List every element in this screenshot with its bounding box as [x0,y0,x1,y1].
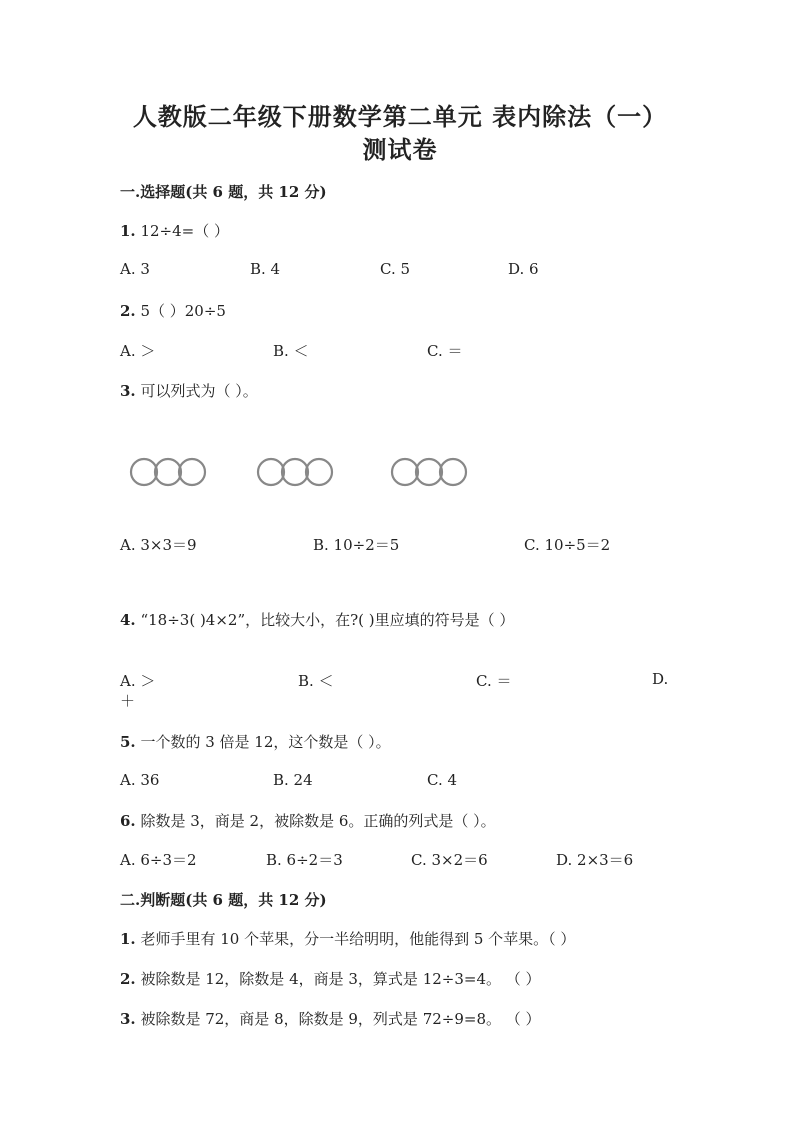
circle-icon [416,459,442,485]
circle-icon [282,459,308,485]
question-text: 除数是 3，商是 2，被除数是 6。正确的列式是（ ）。 [140,812,496,830]
q2-option-c: C. ＝ [427,342,463,360]
question-text: 12÷4=（ ） [140,222,229,240]
circle-groups-illustration [128,455,473,489]
question-text: 被除数是 72，商是 8，除数是 9，列式是 72÷9=8。 （ ） [140,1010,541,1028]
question-2 [120,300,226,321]
q5-option-a: A. 36 [120,771,160,789]
q6-option-b: B. 6÷2＝3 [266,851,343,869]
question-number: 4. [120,611,136,629]
q2-option-a: A. ＞ [120,342,156,360]
circle-group-3 [392,459,466,485]
judgement-3 [120,1008,541,1029]
question-text: 一个数的 3 倍是 12，这个数是（ ）。 [140,733,391,751]
question-number: 1. [120,222,136,240]
circle-icon [179,459,205,485]
question-text: 5（ ）20÷5 [140,302,226,320]
circle-icon [440,459,466,485]
question-number: 5. [120,733,136,751]
q2-option-b: B. ＜ [273,342,309,360]
circle-group-2 [258,459,332,485]
circle-figure [128,455,473,489]
question-5 [120,731,391,752]
question-text: “18÷3( )4×2”，比较大小，在?( )里应填的符号是（ ） [140,611,515,629]
q6-option-d: D. 2×3＝6 [556,851,634,869]
circle-icon [392,459,418,485]
question-number: 6. [120,812,136,830]
circle-icon [155,459,181,485]
question-text: 老师手里有 10 个苹果，分一半给明明，他能得到 5 个苹果。（ ） [140,930,576,948]
page-title: 人教版二年级下册数学第二单元 表内除法（一） [132,102,668,131]
q6-option-a: A. 6÷3＝2 [120,851,197,869]
q6-option-c: C. 3×2＝6 [411,851,488,869]
q4-option-b: B. ＜ [298,672,334,690]
q3-option-c: C. 10÷5＝2 [524,536,611,554]
circle-icon [131,459,157,485]
question-text: 被除数是 12，除数是 4，商是 3，算式是 12÷3=4。 （ ） [140,970,541,988]
question-number: 3. [120,382,136,400]
q3-option-a: A. 3×3＝9 [120,536,197,554]
page-subtitle: 测试卷 [362,135,438,164]
q4-option-d: D. [652,670,669,688]
section-heading-judgement: 二.判断题(共 6 题，共 12 分) [120,891,327,909]
circle-icon [258,459,284,485]
question-text: 可以列式为（ ）。 [140,382,258,400]
section-heading-choice: 一.选择题(共 6 题，共 12 分) [120,183,327,201]
q1-option-d: D. 6 [508,260,539,278]
question-number: 2. [120,302,136,320]
question-number: 3. [120,1010,136,1028]
question-number: 2. [120,970,136,988]
question-number: 1. [120,930,136,948]
q3-option-b: B. 10÷2＝5 [313,536,400,554]
judgement-2 [120,968,541,989]
circle-group-1 [131,459,205,485]
q5-option-b: B. 24 [273,771,313,789]
q4-option-d-value: ＋ [120,692,136,710]
q5-option-c: C. 4 [427,771,458,789]
question-1 [120,220,229,241]
q4-option-c: C. ＝ [476,672,512,690]
circle-icon [306,459,332,485]
judgement-1 [120,928,575,949]
question-4 [120,609,514,630]
q1-option-b: B. 4 [250,260,281,278]
question-6 [120,810,496,831]
question-3 [120,380,258,401]
q1-option-c: C. 5 [380,260,411,278]
q1-option-a: A. 3 [120,260,150,278]
q4-option-a: A. ＞ [120,672,156,690]
